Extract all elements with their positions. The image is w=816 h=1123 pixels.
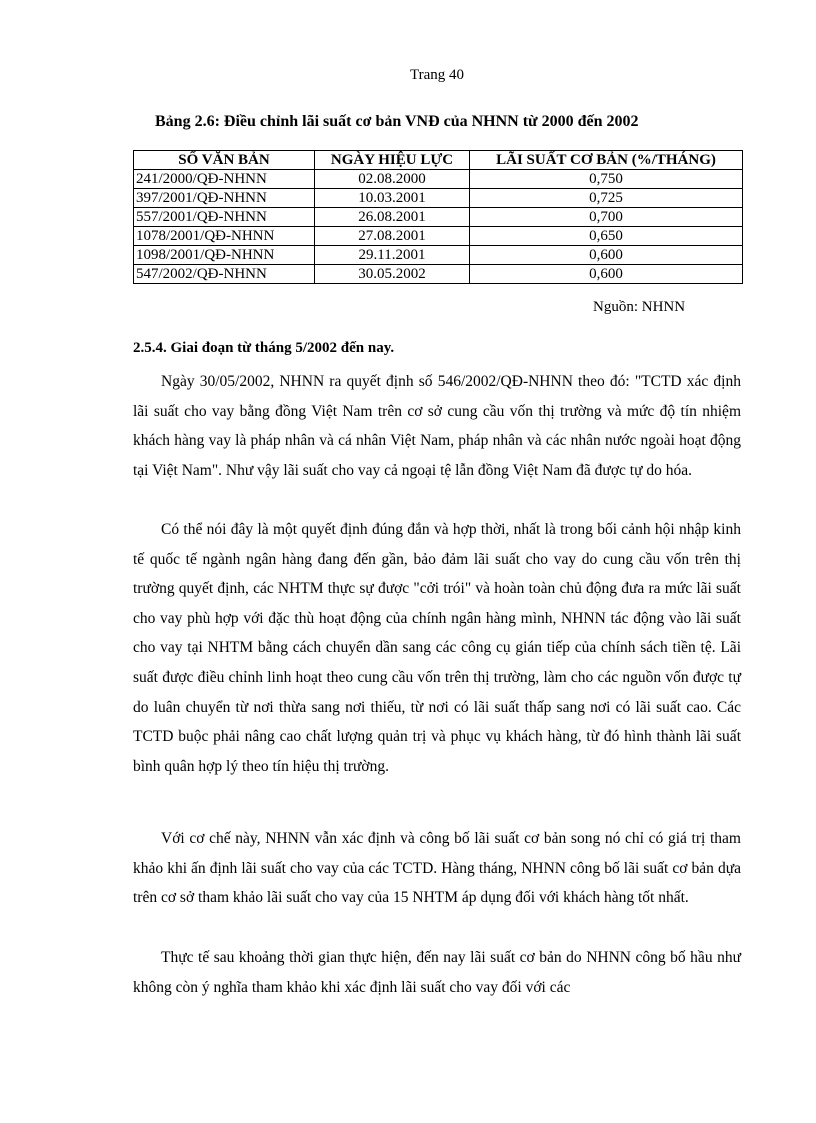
base-rate-cell: 0,725 — [470, 189, 743, 208]
interest-rate-table — [133, 150, 743, 284]
table-caption: Bảng 2.6: Điều chỉnh lãi suất cơ bản VNĐ của NHNN từ 2000 đến 2002 — [155, 113, 639, 130]
page-number: Trang 40 — [409, 67, 465, 83]
effective-date-cell: 29.11.2001 — [315, 246, 470, 265]
document-number-cell: 1098/2001/QĐ-NHNN — [134, 246, 315, 265]
effective-date-cell: 27.08.2001 — [315, 227, 470, 246]
table-source: Nguồn: NHNN — [593, 299, 686, 315]
body-paragraph: Thực tế sau khoảng thời gian thực hiện, đến nay lãi suất cơ bản do NHNN công bố hầu như không còn ý nghĩa tham khảo khi xác định lãi suất cho vay đối với các — [133, 949, 741, 996]
document-number-cell: 1078/2001/QĐ-NHNN — [134, 227, 315, 246]
document-number-cell: 241/2000/QĐ-NHNN — [134, 170, 315, 189]
table-row — [134, 208, 743, 227]
body-paragraph: Ngày 30/05/2002, NHNN ra quyết định số 546/2002/QĐ-NHNN theo đó: "TCTD xác định lãi suất cho vay bằng đồng Việt Nam trên cơ sở cung cầu vốn thị trường và mức độ tín nhiệm khách hàng vay là pháp nhân và cá nhân Việt Nam, pháp nhân và các nhân nước ngoài hoạt động tại Việt Nam". Như vậy lãi suất cho vay cả ngoại tệ lẫn đồng Việt Nam đã được tự do hóa. — [133, 373, 741, 479]
document-number-cell: 397/2001/QĐ-NHNN — [134, 189, 315, 208]
base-rate-cell: 0,650 — [470, 227, 743, 246]
table-row — [134, 170, 743, 189]
base-rate-cell: 0,700 — [470, 208, 743, 227]
document-number-cell: 547/2002/QĐ-NHNN — [134, 265, 315, 284]
table-row — [134, 246, 743, 265]
effective-date-cell: 26.08.2001 — [315, 208, 470, 227]
effective-date-cell: 30.05.2002 — [315, 265, 470, 284]
column-header-document-number: SỐ VĂN BẢN — [134, 151, 315, 170]
effective-date-cell: 10.03.2001 — [315, 189, 470, 208]
base-rate-cell: 0,750 — [470, 170, 743, 189]
body-paragraph: Với cơ chế này, NHNN vẫn xác định và công bố lãi suất cơ bản song nó chỉ có giá trị tham khảo khi ấn định lãi suất cho vay của các TCTD. Hàng tháng, NHNN công bố lãi suất cơ bản dựa trên cơ sở tham khảo lãi suất cho vay của 15 NHTM áp dụng đối với khách hàng tốt nhất. — [133, 830, 741, 907]
body-paragraph: Có thể nói đây là một quyết định đúng đắn và hợp thời, nhất là trong bối cảnh hội nhập kinh tế quốc tế ngành ngân hàng đang đến gần, bảo đảm lãi suất cho vay do cung cầu vốn trên thị trường quyết định, các NHTM thực sự được "cởi trói" và hoàn toàn chủ động đưa ra mức lãi suất cho vay phù hợp với đặc thù hoạt động của chính ngân hàng mình, NHNN tác động vào lãi suất cho vay tại NHTM bằng cách chuyển dần sang các công cụ gián tiếp của chính sách tiền tệ. Lãi suất được điều chỉnh linh hoạt theo cung cầu vốn trên thị trường, làm cho các nguồn vốn được tự do luân chuyển từ nơi thừa sang nơi thiếu, từ nơi có lãi suất thấp sang nơi có lãi suất cao. Các TCTD buộc phải nâng cao chất lượng quản trị và phục vụ khách hàng, từ đó hình thành lãi suất bình quân hợp lý theo tín hiệu thị trường. — [133, 521, 741, 775]
document-number-cell: 557/2001/QĐ-NHNN — [134, 208, 315, 227]
column-header-base-rate: LÃI SUẤT CƠ BẢN (%/THÁNG) — [470, 151, 743, 170]
table-header-row — [134, 151, 743, 170]
effective-date-cell: 02.08.2000 — [315, 170, 470, 189]
column-header-effective-date: NGÀY HIỆU LỰC — [315, 151, 470, 170]
base-rate-cell: 0,600 — [470, 265, 743, 284]
table-row — [134, 189, 743, 208]
table-row — [134, 265, 743, 284]
section-heading: 2.5.4. Giai đoạn từ tháng 5/2002 đến nay. — [133, 340, 395, 356]
table-row — [134, 227, 743, 246]
base-rate-cell: 0,600 — [470, 246, 743, 265]
